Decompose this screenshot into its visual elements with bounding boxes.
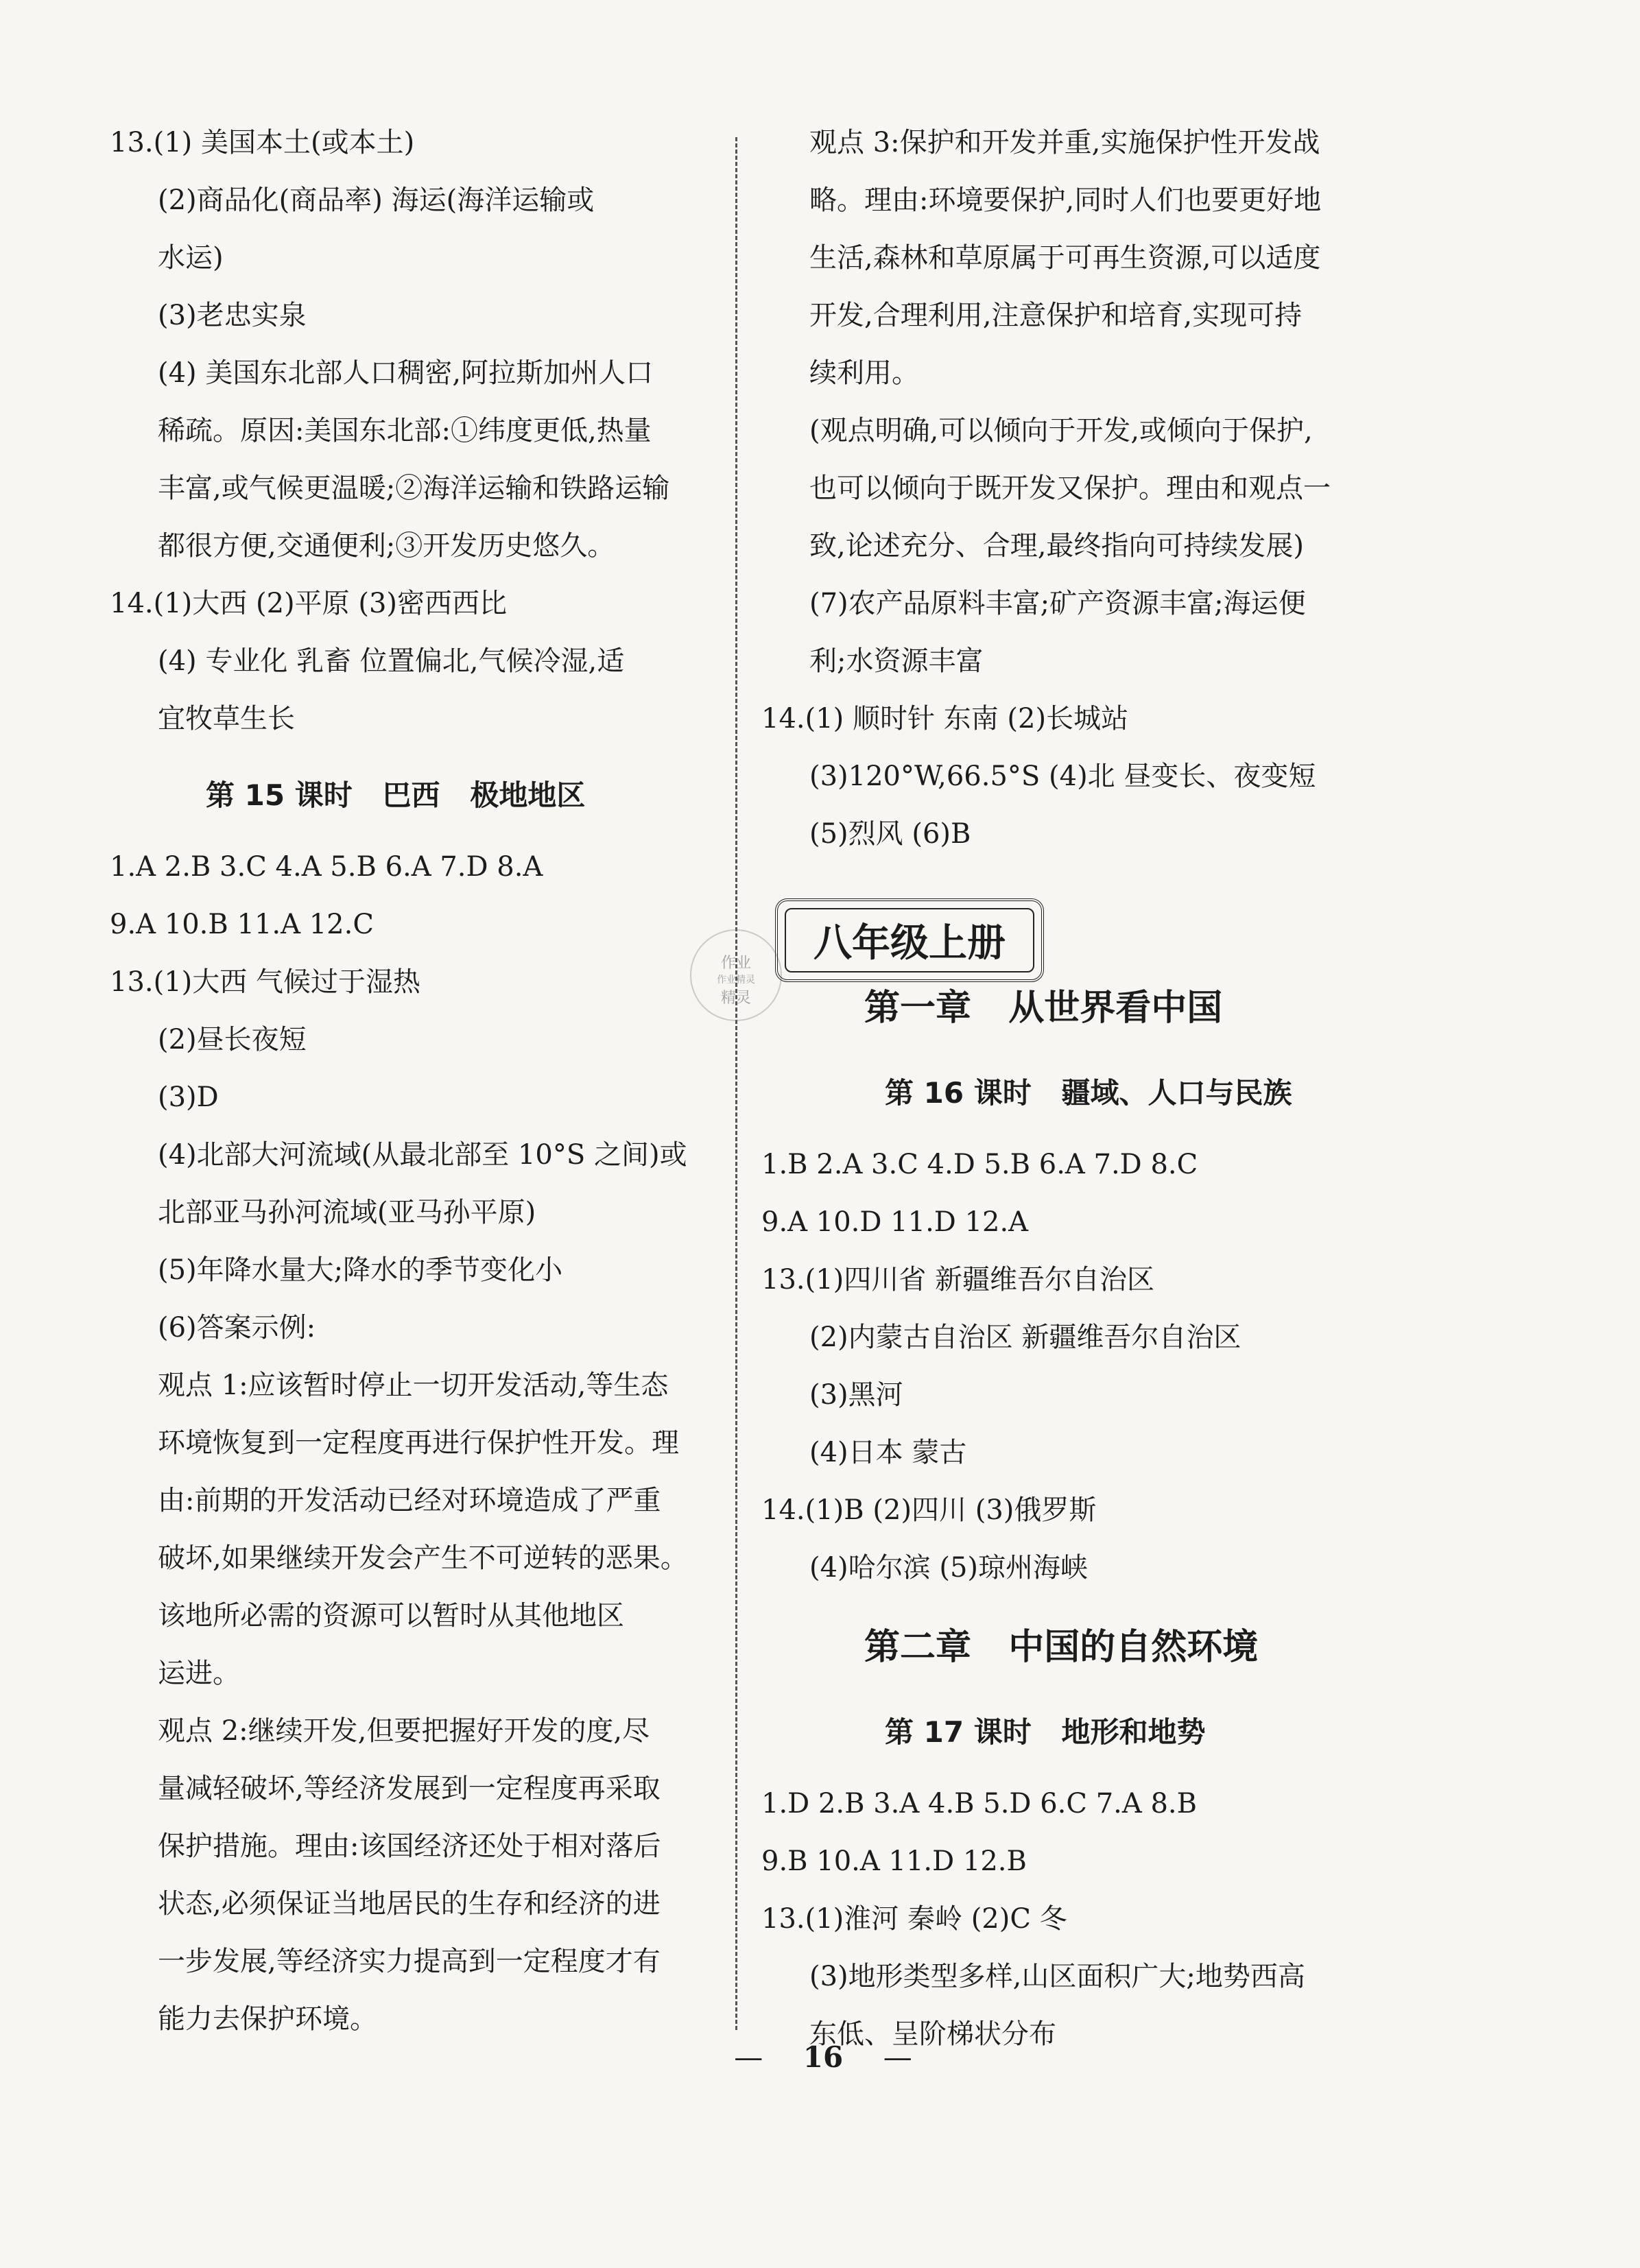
answer-line: 利;水资源丰富 bbox=[809, 645, 984, 677]
answer-line: 能力去保护环境。 bbox=[158, 2003, 377, 2035]
page-dash-left: — bbox=[734, 2040, 763, 2074]
section-heading: 第 15 课时 巴西 极地地区 bbox=[206, 778, 586, 812]
answer-line: 14.(1)B (2)四川 (3)俄罗斯 bbox=[761, 1494, 1097, 1526]
answer-line: 观点 2:继续开发,但要把握好开发的度,尽 bbox=[158, 1715, 650, 1747]
answer-line: (3)D bbox=[158, 1082, 219, 1113]
answer-line: (5)烈风 (6)B bbox=[809, 818, 971, 850]
chapter-heading: 第二章 中国的自然环境 bbox=[864, 1627, 1259, 1668]
answer-line: 都很方便,交通便利;③开发历史悠久。 bbox=[158, 530, 615, 562]
answer-line: 14.(1) 顺时针 东南 (2)长城站 bbox=[761, 703, 1129, 735]
answer-line: (2)昼长夜短 bbox=[158, 1024, 307, 1055]
answer-line: (4)北部大河流域(从最北部至 10°S 之间)或 bbox=[158, 1139, 687, 1171]
chapter-heading: 第一章 从世界看中国 bbox=[864, 988, 1223, 1029]
page-number bbox=[734, 2040, 912, 2074]
answer-line: 14.(1)大西 (2)平原 (3)密西西比 bbox=[110, 588, 508, 619]
answer-line: (2)商品化(商品率) 海运(海洋运输或 bbox=[158, 184, 595, 216]
section-heading: 第 17 课时 地形和地势 bbox=[885, 1715, 1206, 1749]
answer-line: 东低、呈阶梯状分布 bbox=[809, 2018, 1056, 2050]
answer-line: (4)日本 蒙古 bbox=[809, 1437, 967, 1468]
answer-line: 稀疏。原因:美国东北部:①纬度更低,热量 bbox=[158, 415, 652, 446]
answer-line: 环境恢复到一定程度再进行保护性开发。理 bbox=[158, 1427, 679, 1459]
answer-line: (4) 专业化 乳畜 位置偏北,气候冷湿,适 bbox=[158, 645, 625, 677]
answer-line: 北部亚马孙河流域(亚马孙平原) bbox=[158, 1197, 536, 1228]
answer-line: 1.B 2.A 3.C 4.D 5.B 6.A 7.D 8.C bbox=[761, 1149, 1198, 1180]
answer-line: 观点 1:应该暂时停止一切开发活动,等生态 bbox=[158, 1370, 669, 1401]
answer-line: (观点明确,可以倾向于开发,或倾向于保护, bbox=[809, 415, 1313, 446]
answer-line: (4)哈尔滨 (5)琼州海峡 bbox=[809, 1552, 1089, 1584]
section-heading: 第 16 课时 疆域、人口与民族 bbox=[885, 1076, 1292, 1110]
watermark-stamp bbox=[690, 929, 782, 1021]
answer-line: (3)120°W,66.5°S (4)北 昼变长、夜变短 bbox=[809, 761, 1316, 792]
answer-line: 保护措施。理由:该国经济还处于相对落后 bbox=[158, 1830, 661, 1862]
answer-line: 9.A 10.B 11.A 12.C bbox=[110, 909, 374, 940]
answer-line: 该地所必需的资源可以暂时从其他地区 bbox=[158, 1600, 624, 1632]
answer-line: 9.B 10.A 11.D 12.B bbox=[761, 1846, 1027, 1877]
answer-line: (7)农产品原料丰富;矿产资源丰富;海运便 bbox=[809, 588, 1306, 619]
answer-line: 量减轻破坏,等经济发展到一定程度再采取 bbox=[158, 1773, 661, 1804]
answer-line: 致,论述充分、合理,最终指向可持续发展) bbox=[809, 530, 1305, 562]
answer-line: 13.(1) 美国本土(或本土) bbox=[110, 127, 415, 158]
page-dash-right: — bbox=[883, 2040, 912, 2074]
stamp-text-bottom: 精灵 bbox=[720, 990, 751, 1007]
answer-line: (3)地形类型多样,山区面积广大;地势西高 bbox=[809, 1961, 1305, 1992]
answer-line: (6)答案示例: bbox=[158, 1312, 316, 1344]
answer-line: 13.(1)淮河 秦岭 (2)C 冬 bbox=[761, 1903, 1067, 1935]
banner-title: 八年级上册 bbox=[785, 908, 1034, 972]
answer-line: 生活,森林和草原属于可再生资源,可以适度 bbox=[809, 242, 1321, 274]
column-divider bbox=[735, 137, 737, 2030]
stamp-text-top: 作业 bbox=[720, 955, 751, 972]
answer-line: 宜牧草生长 bbox=[158, 703, 295, 735]
answer-line: 破坏,如果继续开发会产生不可逆转的恶果。 bbox=[158, 1542, 688, 1574]
answer-line: 1.D 2.B 3.A 4.B 5.D 6.C 7.A 8.B bbox=[761, 1788, 1198, 1819]
stamp-text-middle: 作业精灵 bbox=[717, 975, 755, 986]
page-number-value: 16 bbox=[803, 2040, 844, 2074]
answer-line: 开发,合理利用,注意保护和培育,实现可持 bbox=[809, 300, 1303, 331]
answer-line: (4) 美国东北部人口稠密,阿拉斯加州人口 bbox=[158, 357, 654, 389]
answer-line: 一步发展,等经济实力提高到一定程度才有 bbox=[158, 1946, 661, 1977]
answer-line: (5)年降水量大;降水的季节变化小 bbox=[158, 1254, 563, 1286]
answer-line: (3)黑河 bbox=[809, 1379, 903, 1411]
answer-line: 观点 3:保护和开发并重,实施保护性开发战 bbox=[809, 127, 1320, 158]
answer-line: 状态,必须保证当地居民的生存和经济的进 bbox=[158, 1888, 661, 1920]
answer-line: 1.A 2.B 3.C 4.A 5.B 6.A 7.D 8.A bbox=[110, 851, 543, 883]
answer-line: 水运) bbox=[158, 242, 224, 274]
grade-banner bbox=[775, 898, 1049, 988]
answer-line: 略。理由:环境要保护,同时人们也要更好地 bbox=[809, 184, 1322, 216]
answer-line: 13.(1)大西 气候过于湿热 bbox=[110, 966, 420, 998]
answer-line: 运进。 bbox=[158, 1658, 240, 1689]
answer-line: (2)内蒙古自治区 新疆维吾尔自治区 bbox=[809, 1322, 1241, 1353]
answer-line: 续利用。 bbox=[809, 357, 919, 389]
answer-line: 13.(1)四川省 新疆维吾尔自治区 bbox=[761, 1264, 1154, 1296]
answer-line: 丰富,或气候更温暖;②海洋运输和铁路运输 bbox=[158, 473, 670, 504]
answer-line: 也可以倾向于既开发又保护。理由和观点一 bbox=[809, 473, 1331, 504]
answer-line: 由:前期的开发活动已经对环境造成了严重 bbox=[158, 1485, 661, 1516]
answer-line: 9.A 10.D 11.D 12.A bbox=[761, 1206, 1029, 1238]
answer-line: (3)老忠实泉 bbox=[158, 300, 307, 331]
